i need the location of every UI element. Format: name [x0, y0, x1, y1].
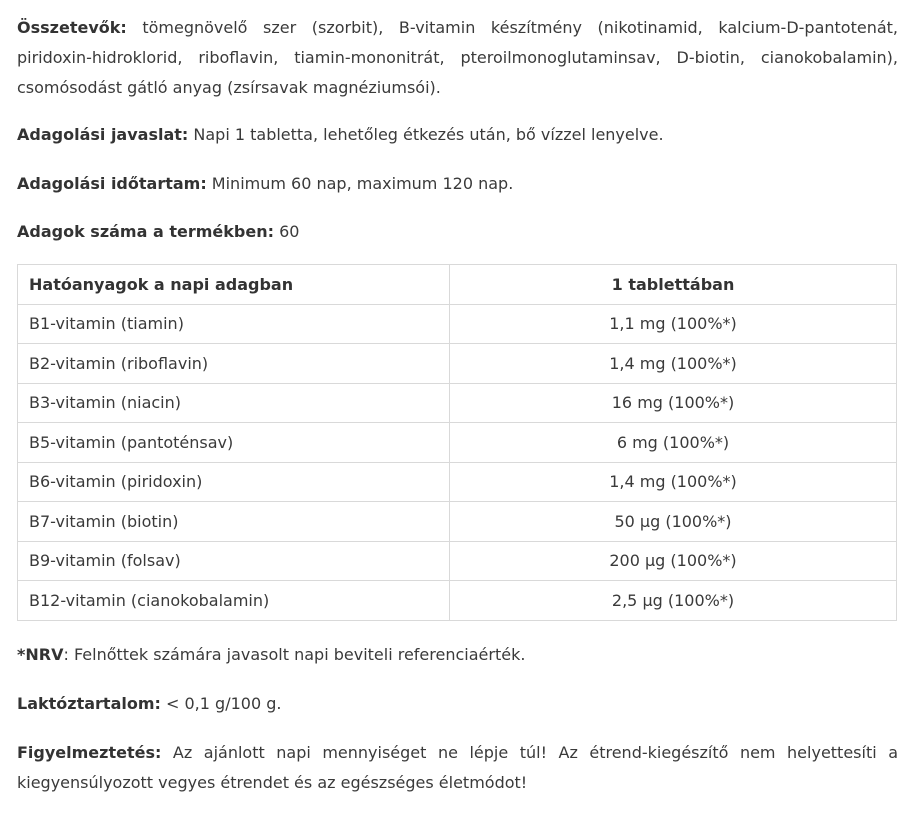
- nutrient-name: B2-vitamin (riboflavin): [18, 344, 450, 384]
- lactose-label: Laktóztartalom:: [17, 693, 161, 713]
- table-row: [18, 462, 897, 502]
- dosage-paragraph: [17, 120, 898, 150]
- servings-paragraph: [17, 217, 898, 247]
- nutrient-amount: 1,1 mg (100%*): [450, 304, 897, 344]
- warning-text: Az ajánlott napi mennyiséget ne lépje túl! Az étrend-kiegészítő nem helyettesíti a kiegyensúlyozott vegyes étrendet és az egészséges életmódot!: [17, 742, 898, 792]
- nrv-text: : Felnőttek számára javasolt napi beviteli referenciaérték.: [63, 644, 526, 664]
- nutrient-amount: 16 mg (100%*): [450, 383, 897, 423]
- nutrient-name: B3-vitamin (niacin): [18, 383, 450, 423]
- servings-label: Adagok száma a termékben:: [17, 222, 274, 241]
- nutrient-name: B12-vitamin (cianokobalamin): [18, 581, 450, 621]
- nutrient-name: B7-vitamin (biotin): [18, 502, 450, 542]
- ingredients-paragraph: [17, 0, 898, 103]
- duration-label: Adagolási időtartam:: [17, 174, 207, 193]
- table-row: [18, 344, 897, 384]
- warning-label: Figyelmeztetés:: [17, 742, 162, 762]
- nutrient-amount: 6 mg (100%*): [450, 423, 897, 463]
- table-header-row: [18, 265, 897, 305]
- nutrient-name: B5-vitamin (pantoténsav): [18, 423, 450, 463]
- servings-text: 60: [273, 222, 300, 241]
- duration-paragraph: [17, 169, 898, 199]
- table-row: [18, 541, 897, 581]
- duration-text: Minimum 60 nap, maximum 120 nap.: [206, 174, 514, 193]
- nutrient-table: [17, 264, 897, 621]
- header-ingredient: Hatóanyagok a napi adagban: [18, 265, 450, 305]
- dosage-label: Adagolási javaslat:: [17, 125, 189, 144]
- nutrient-amount: 1,4 mg (100%*): [450, 462, 897, 502]
- table-row: [18, 383, 897, 423]
- nutrient-name: B9-vitamin (folsav): [18, 541, 450, 581]
- nutrient-name: B1-vitamin (tiamin): [18, 304, 450, 344]
- lactose-paragraph: [17, 689, 898, 719]
- lactose-text: < 0,1 g/100 g.: [160, 693, 282, 713]
- nrv-paragraph: [17, 640, 898, 670]
- nutrient-name: B6-vitamin (piridoxin): [18, 462, 450, 502]
- table-row: [18, 581, 897, 621]
- nutrient-amount: 50 µg (100%*): [450, 502, 897, 542]
- nutrient-amount: 200 µg (100%*): [450, 541, 897, 581]
- ingredients-text: tömegnövelő szer (szorbit), B-vitamin készítmény (nikotinamid, kalcium-D-pantotenát, piridoxin-hidroklorid, riboflavin, tiamin-mononitrát, pteroilmonoglutaminsav, D-biotin, cianokobalamin), csomósodást gátló anyag (zsírsavak magnéziumsói).: [17, 18, 898, 97]
- nrv-label: *NRV: [17, 644, 64, 664]
- product-info: [17, 0, 898, 798]
- warning-paragraph: [17, 738, 898, 798]
- ingredients-label: Összetevők:: [17, 18, 127, 37]
- table-row: [18, 502, 897, 542]
- header-amount: 1 tablettában: [450, 265, 897, 305]
- nutrient-amount: 1,4 mg (100%*): [450, 344, 897, 384]
- dosage-text: Napi 1 tabletta, lehetőleg étkezés után, bő vízzel lenyelve.: [188, 125, 664, 144]
- table-row: [18, 304, 897, 344]
- nutrient-amount: 2,5 µg (100%*): [450, 581, 897, 621]
- table-row: [18, 423, 897, 463]
